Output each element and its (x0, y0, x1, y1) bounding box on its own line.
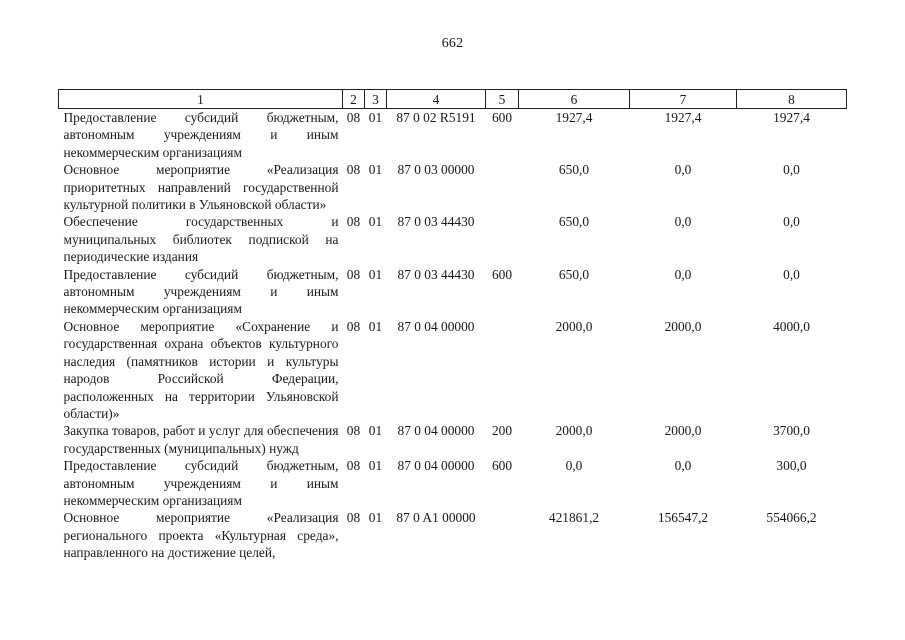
row-expense-type: 600 (491, 110, 513, 125)
row-description: Основное мероприятие «Реализация приоритетных направлений государственной культурной политики в Ульяновской области» (63, 162, 339, 213)
row-amount-year-1: 650,0 (558, 266, 590, 282)
row-amount-year-3: 4000,0 (773, 318, 810, 334)
row-amount-year-2: 0,0 (674, 458, 692, 474)
row-amount-year-2: 156547,2 (657, 510, 709, 526)
row-section: 08 (346, 266, 361, 282)
row-expense-type (486, 509, 519, 561)
row-expense-type (486, 213, 519, 265)
row-amount-year-1: 0,0 (565, 458, 583, 474)
row-amount-year-3: 0,0 (783, 214, 800, 230)
table-row (59, 266, 847, 318)
row-description: Предоставление субсидий бюджетным, автономным учреждениям и иным некоммерческим организациям (63, 266, 339, 317)
budget-table (58, 89, 847, 562)
row-expense-type: 200 (491, 423, 513, 439)
row-description: Обеспечение государственных и муниципальных библиотек подпиской на периодические издания (63, 214, 339, 265)
table-row (59, 318, 847, 422)
row-section: 08 (346, 423, 361, 439)
row-section: 08 (346, 318, 361, 334)
row-section: 08 (346, 110, 361, 125)
row-description: Основное мероприятие «Реализация регионального проекта «Культурная среда», направленного на достижение целей, (63, 510, 339, 561)
row-amount-year-2: 0,0 (674, 266, 692, 282)
header-col-4: 4 (387, 90, 486, 109)
page-number: 662 (441, 36, 464, 51)
budget-table-wrapper (58, 89, 847, 562)
row-target-article: 87 0 02 R5191 (396, 110, 476, 125)
row-description: Предоставление субсидий бюджетным, автономным учреждениям и иным некоммерческим организациям (63, 110, 339, 160)
row-amount-year-1: 2000,0 (555, 318, 593, 334)
row-subsection: 01 (368, 110, 383, 125)
row-subsection: 01 (368, 162, 383, 178)
table-row (59, 422, 847, 457)
table-row (59, 109, 847, 162)
row-section: 08 (346, 510, 361, 526)
row-amount-year-3: 0,0 (783, 162, 800, 178)
row-amount-year-1: 421861,2 (548, 510, 600, 526)
row-description: Основное мероприятие «Сохранение и государственная охрана объектов культурного наследия (памятников истории и культуры народов Российской Федерации, расположенных на территории Ульяновской области)» (63, 318, 339, 421)
table-row (59, 161, 847, 213)
header-col-8: 8 (737, 90, 847, 109)
row-expense-type (486, 161, 519, 213)
row-description: Закупка товаров, работ и услуг для обеспечения государственных (муниципальных) нужд (63, 423, 339, 456)
row-amount-year-3: 0,0 (783, 266, 800, 282)
header-col-2: 2 (343, 90, 365, 109)
row-amount-year-2: 1927,4 (664, 110, 702, 125)
row-amount-year-2: 2000,0 (664, 318, 702, 334)
header-col-1: 1 (59, 90, 343, 109)
header-col-7: 7 (630, 90, 737, 109)
row-amount-year-3: 1927,4 (773, 110, 810, 125)
row-target-article: 87 0 04 00000 (397, 423, 475, 439)
row-target-article: 87 0 03 00000 (397, 162, 475, 178)
table-row (59, 213, 847, 265)
row-amount-year-2: 2000,0 (664, 423, 702, 439)
row-amount-year-2: 0,0 (674, 162, 692, 178)
row-subsection: 01 (368, 266, 383, 282)
row-target-article: 87 0 A1 00000 (396, 510, 476, 526)
header-col-6: 6 (519, 90, 630, 109)
table-row (59, 509, 847, 561)
header-col-5: 5 (486, 90, 519, 109)
row-subsection: 01 (368, 214, 383, 230)
row-amount-year-1: 650,0 (558, 214, 590, 230)
row-amount-year-1: 2000,0 (555, 423, 593, 439)
row-expense-type (486, 318, 519, 422)
row-section: 08 (346, 458, 361, 474)
row-expense-type: 600 (491, 266, 513, 282)
row-amount-year-1: 650,0 (558, 162, 590, 178)
row-target-article: 87 0 03 44430 (397, 214, 475, 230)
row-amount-year-2: 0,0 (674, 214, 692, 230)
row-target-article: 87 0 04 00000 (397, 458, 475, 474)
header-row (59, 90, 847, 109)
row-subsection: 01 (368, 510, 383, 526)
row-subsection: 01 (368, 318, 383, 334)
row-expense-type: 600 (491, 458, 513, 474)
row-subsection: 01 (368, 458, 383, 474)
row-subsection: 01 (368, 423, 383, 439)
row-section: 08 (346, 214, 361, 230)
row-amount-year-3: 3700,0 (773, 423, 810, 439)
row-section: 08 (346, 162, 361, 178)
row-amount-year-3: 554066,2 (766, 510, 817, 526)
row-target-article: 87 0 04 00000 (397, 318, 475, 334)
table-row (59, 457, 847, 509)
row-target-article: 87 0 03 44430 (397, 266, 475, 282)
row-description: Предоставление субсидий бюджетным, автономным учреждениям и иным некоммерческим организациям (63, 458, 339, 508)
row-amount-year-3: 300,0 (776, 458, 807, 474)
row-amount-year-1: 1927,4 (555, 110, 593, 125)
header-col-3: 3 (365, 90, 387, 109)
